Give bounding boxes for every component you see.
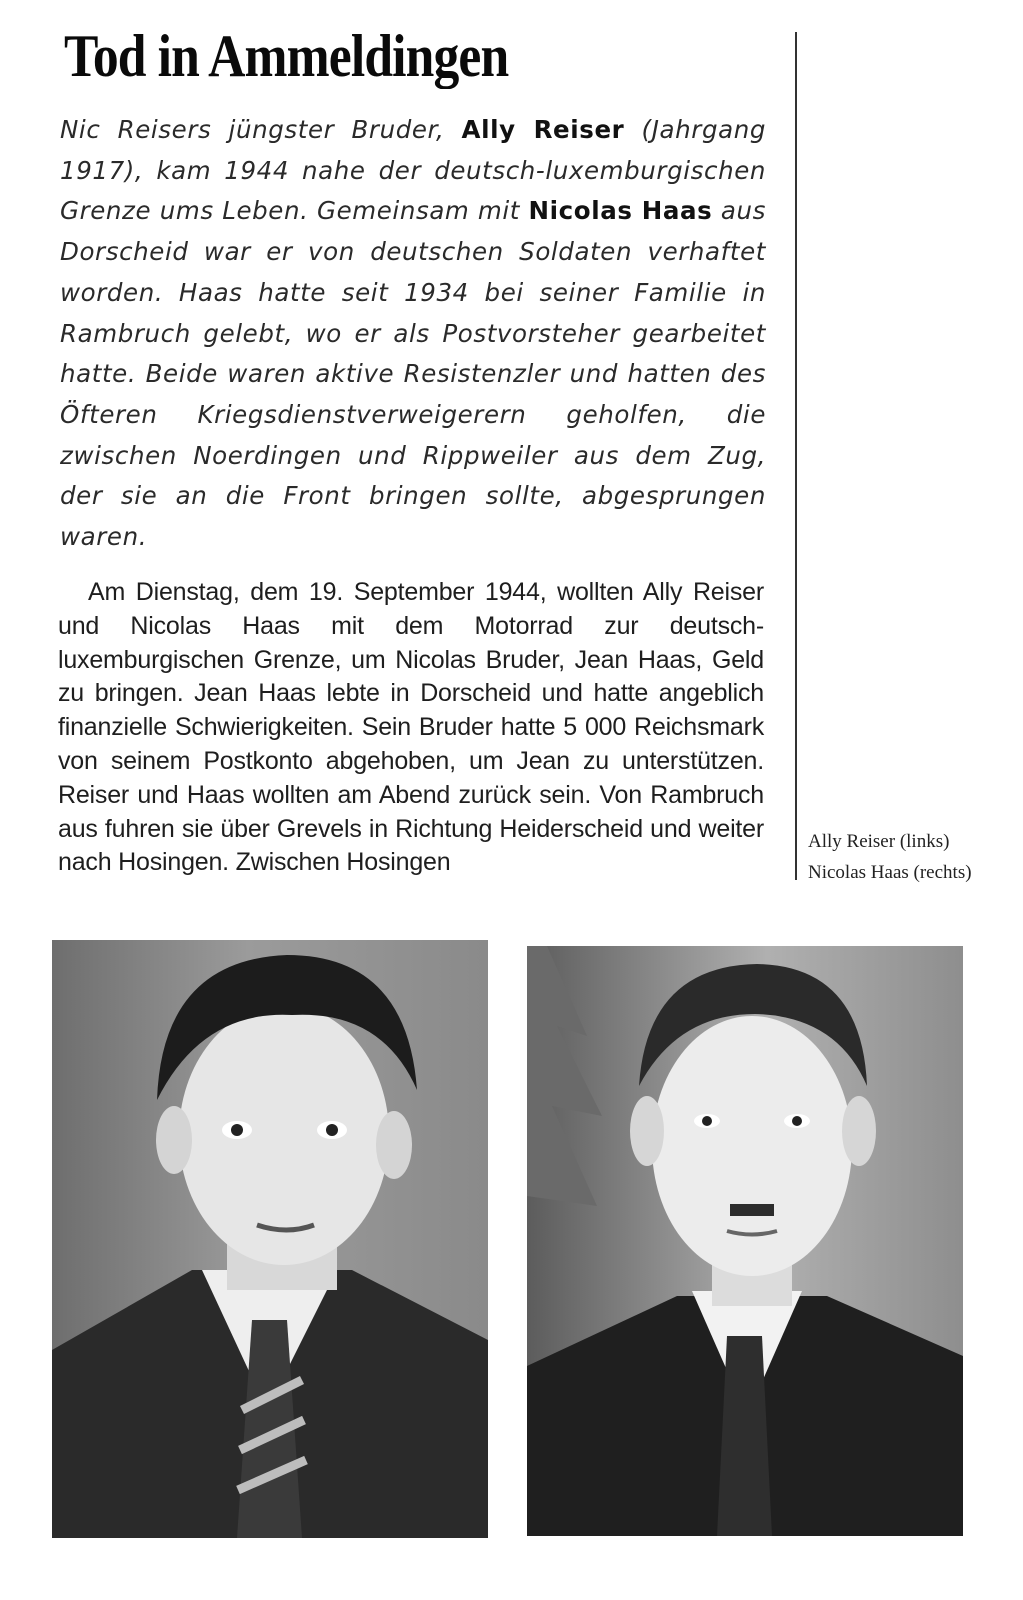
caption-line-right: Nicolas Haas (rechts) — [808, 862, 972, 883]
portrait-photo-right — [527, 946, 963, 1536]
column-divider — [795, 32, 797, 880]
portrait-photo-left — [52, 940, 488, 1538]
lead-name-nicolas-haas: Nicolas Haas — [528, 196, 713, 226]
lead-text-2: (Jahrgang 1917), kam 1944 nahe der deutsch-luxemburgischen Grenze ums Leben. Gemeinsam mit — [60, 115, 766, 226]
portrait-right-graphic — [527, 946, 963, 1536]
photo-caption — [808, 826, 972, 888]
caption-line-left: Ally Reiser (links) — [808, 831, 950, 852]
article-lead — [60, 110, 766, 558]
article-body: Am Dienstag, dem 19. September 1944, wollten Ally Reiser und Nicolas Haas mit dem Motorrad zur deutsch-luxemburgischen Grenze, um Nicolas Bruder, Jean Haas, Geld zu bringen. Jean Haas lebte in Dorscheid und hatte angeblich finanzielle Schwierigkeiten. Sein Bruder hatte 5 000 Reichsmark von seinem Postkonto abgehoben, um Jean zu unterstützen. Reiser und Haas wollten am Abend zurück sein. Von Rambruch aus fuhren sie über Grevels in Richtung Heiderscheid und weiter nach Hosingen. Zwischen Hosingen — [58, 578, 764, 877]
portrait-left-graphic — [52, 940, 488, 1538]
lead-name-ally-reiser: Ally Reiser — [461, 115, 625, 144]
article-title: Tod in Ammeldingen — [64, 23, 509, 89]
lead-text-1: Nic Reisers jüngster Bruder, — [60, 115, 462, 144]
lead-text-3: aus Dorscheid war er von deutschen Soldaten verhaftet worden. Haas hatte seit 1934 bei seiner Familie in Rambruch gelebt, wo er als Postvorsteher gearbeitet hatte. Beide waren aktive Resistenzler und hatten des Öfteren Kriegsdienstverweigerern geholfen, die zwischen Noerdingen und Rippweiler aus dem Zug, der sie an die Front bringen sollte, abgesprungen waren. — [60, 196, 767, 552]
